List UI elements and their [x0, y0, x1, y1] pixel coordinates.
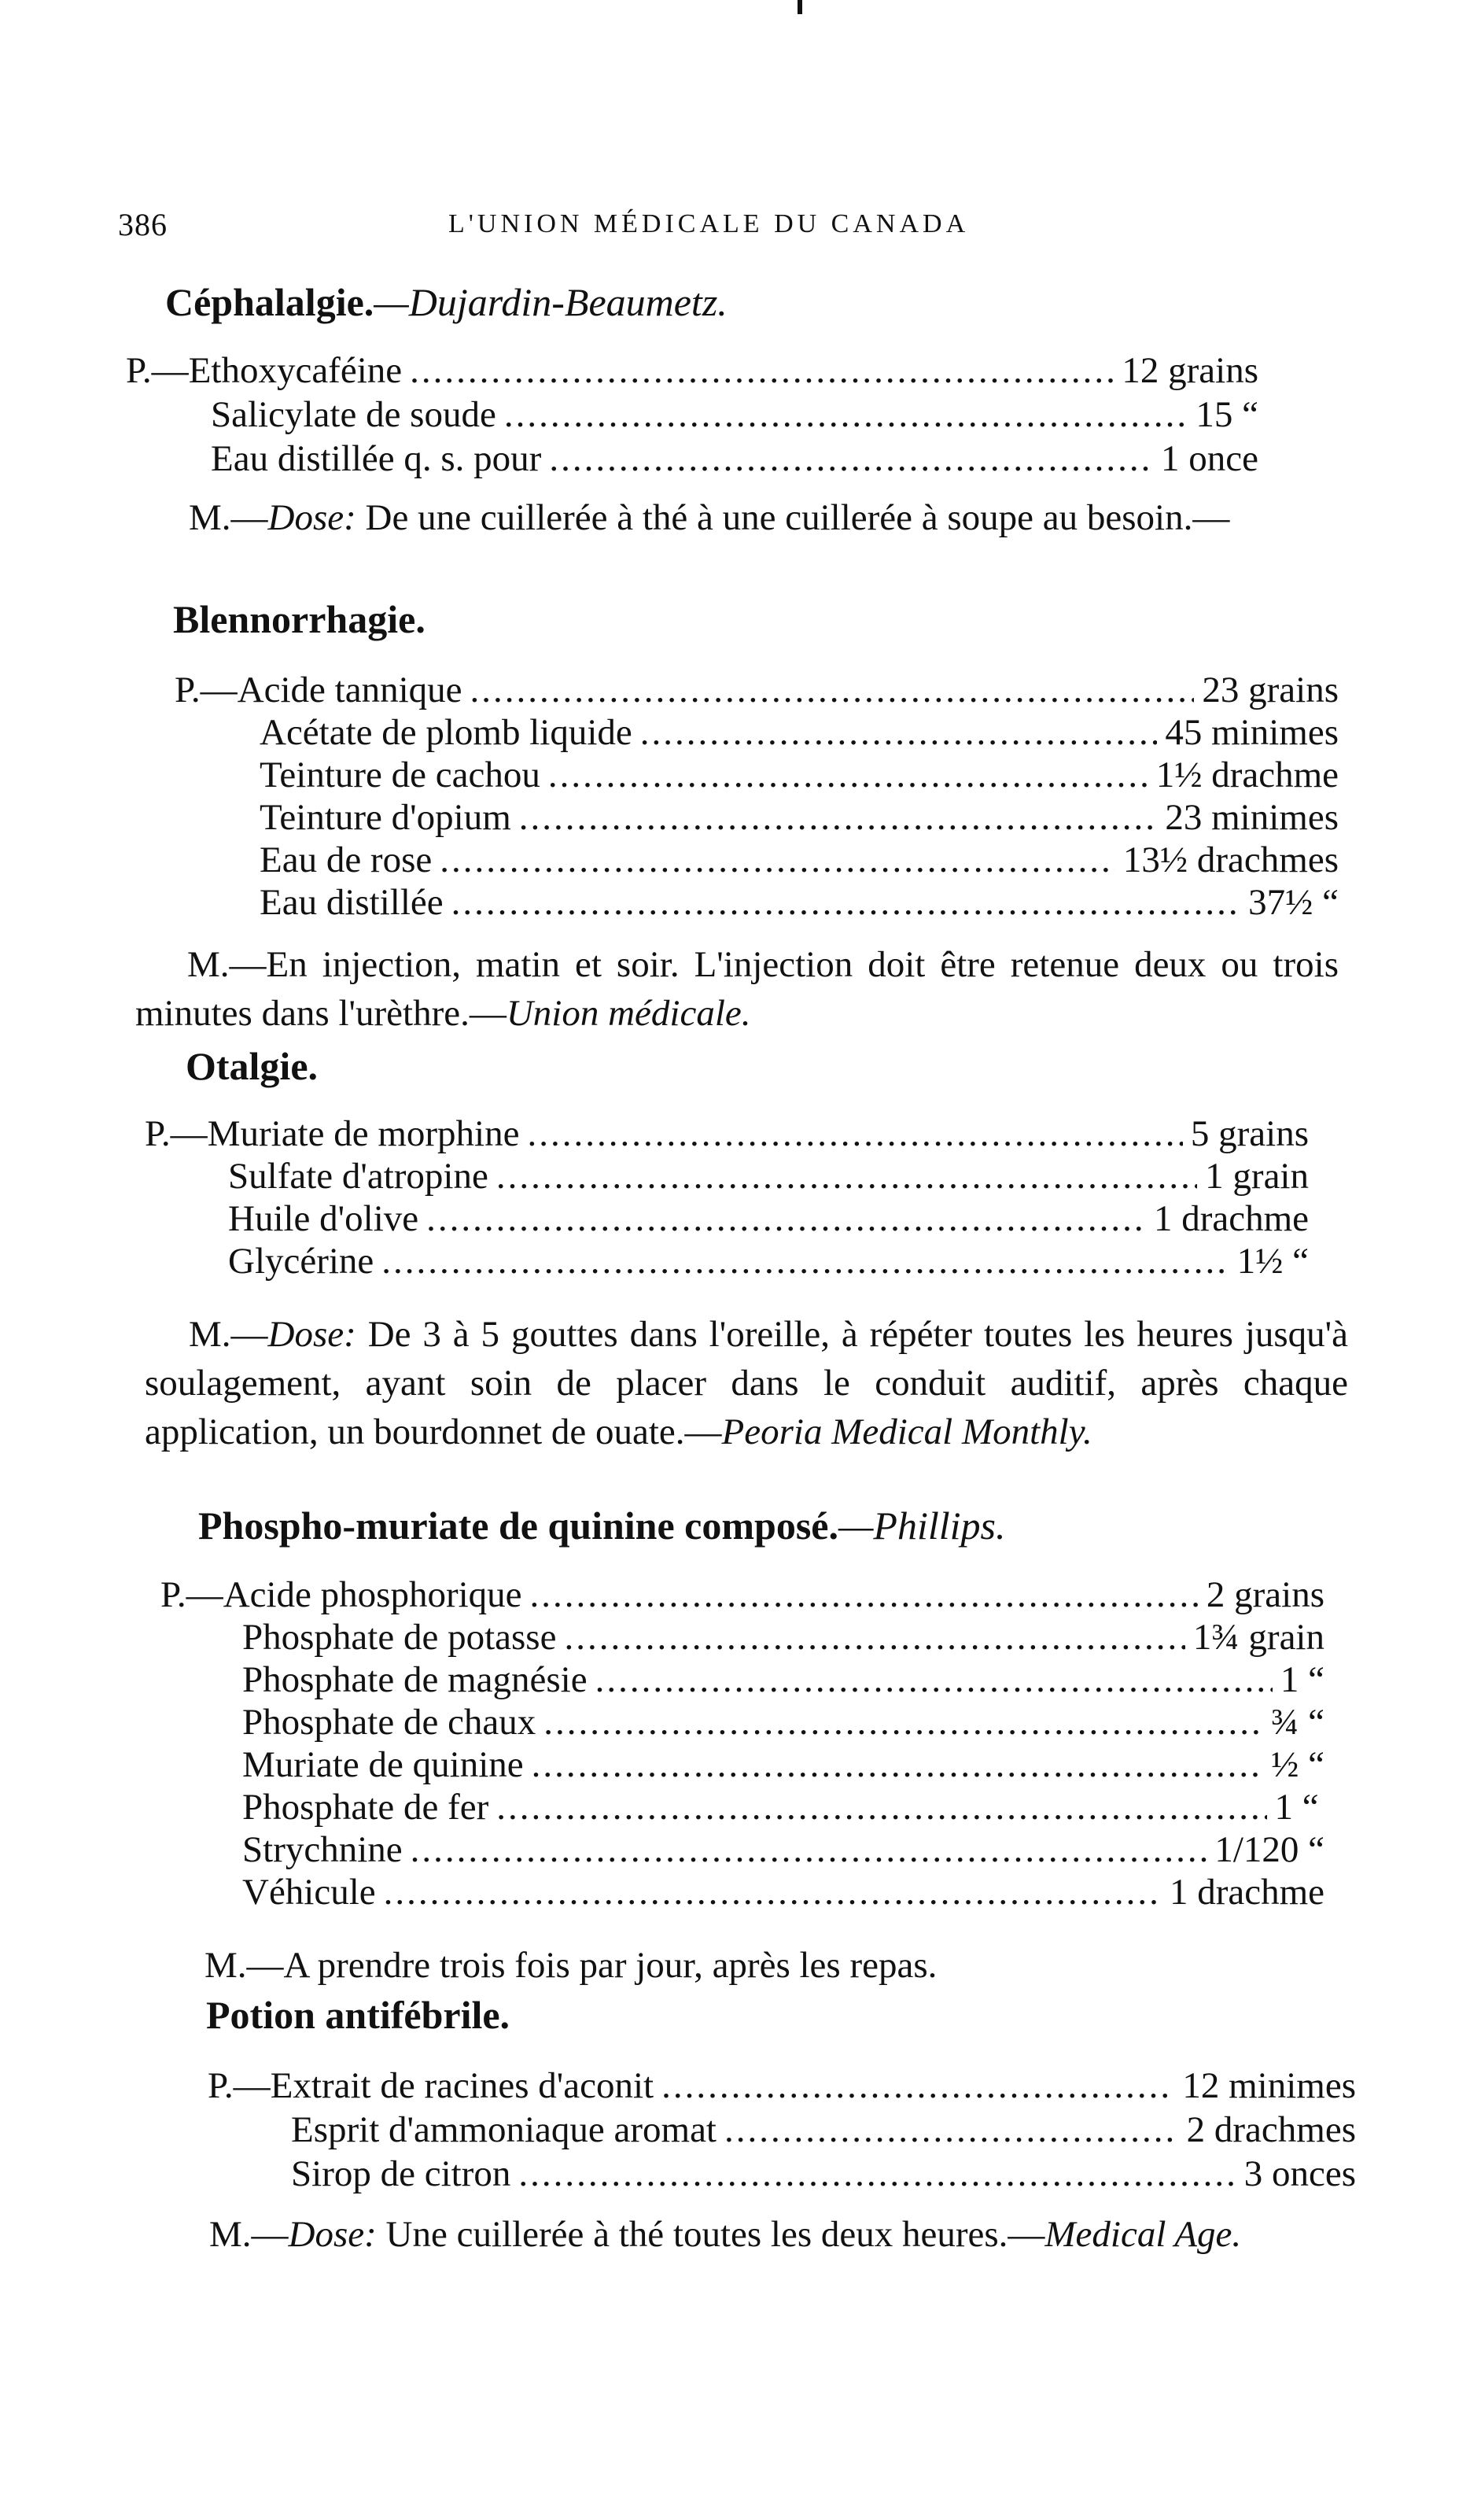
ingredient-name: Véhicule: [242, 1872, 376, 1913]
leader-dots: [640, 711, 1158, 754]
ingredient-name: Phosphate de magnésie: [242, 1659, 588, 1700]
note-lead: M.—: [189, 497, 268, 538]
note-text: En injection, matin et soir. L'injection doit être retenue deux ou trois minutes dans l'urèthre.—: [135, 944, 1339, 1034]
ingredient-qty: 1 “: [1280, 1659, 1324, 1700]
note-text: Une cuillerée à thé toutes les deux heures.—: [376, 2214, 1045, 2255]
leader-dots: [548, 754, 1148, 796]
ingredient-line: [260, 796, 1339, 839]
leader-dots: [496, 1786, 1266, 1828]
ingredient-qty: 1 drachme: [1169, 1872, 1324, 1913]
ingredient-name: Ethoxycaféine: [188, 350, 403, 391]
recipe-title: [206, 1992, 510, 2038]
ingredient-name: Eau de rose: [260, 839, 433, 880]
title-text: Otalgie.: [186, 1044, 319, 1088]
recipe-note: [146, 2210, 1358, 2259]
ingredient-line: [228, 1197, 1309, 1240]
ingredient-qty: 15 “: [1195, 394, 1258, 435]
ingredient-qty: 5 grains: [1190, 1113, 1309, 1154]
title-text: Potion antifébrile.: [206, 1993, 510, 2037]
leader-dots: [411, 1828, 1207, 1871]
leader-dots: [426, 1197, 1146, 1240]
leader-dots: [661, 2064, 1174, 2107]
prefix: P.—: [145, 1113, 208, 1154]
ingredient-qty: 1 once: [1161, 438, 1258, 479]
ingredient-qty: ½ “: [1271, 1744, 1324, 1785]
title-author: —Phillips.: [838, 1504, 1006, 1548]
note-label: Dose:: [288, 2214, 377, 2255]
recipe-title: [186, 1043, 318, 1089]
page-number: 386: [118, 207, 168, 242]
ingredient-line: [242, 1871, 1324, 1913]
page-header: [118, 206, 1329, 244]
ingredient-qty: 1½ “: [1236, 1241, 1309, 1282]
leader-dots: [532, 1743, 1264, 1786]
leader-dots: [595, 1658, 1273, 1701]
ingredient-name: Sirop de citron: [291, 2153, 511, 2194]
ingredient-name: Teinture d'opium: [260, 797, 511, 838]
ingredient-line: [242, 1701, 1324, 1743]
ingredient-line: [242, 1743, 1324, 1786]
ingredient-name: Acide tannique: [237, 670, 462, 710]
note-label: Dose:: [267, 1314, 356, 1355]
ingredient-line: [260, 839, 1339, 881]
recipe-note: [126, 493, 1337, 542]
ingredient-line: [228, 1240, 1309, 1282]
leader-dots: [451, 881, 1241, 924]
title-text: Céphalalgie.: [165, 280, 374, 324]
top-mark: [798, 0, 802, 14]
ingredient-line: [160, 1574, 1324, 1616]
ingredient-qty: 12 minimes: [1182, 2065, 1356, 2106]
title-text: Blennorrhagie.: [173, 597, 426, 641]
ingredient-name: Glycérine: [228, 1241, 374, 1282]
leader-dots: [440, 839, 1115, 881]
leader-dots: [384, 1871, 1162, 1913]
note-source: Peoria Medical Monthly.: [721, 1411, 1092, 1452]
ingredient-name: Huile d'olive: [228, 1198, 419, 1239]
ingredient-name: Acide phosphorique: [223, 1574, 522, 1615]
ingredient-name: Muriate de morphine: [207, 1113, 520, 1154]
ingredient-qty: 23 grains: [1202, 670, 1339, 710]
ingredient-qty: 1 grain: [1205, 1156, 1309, 1197]
ingredient-qty: 1 “: [1274, 1787, 1319, 1828]
ingredient-qty: 2 grains: [1206, 1574, 1324, 1615]
ingredient-line: [242, 1658, 1324, 1701]
ingredient-line: [242, 1616, 1324, 1658]
title-text: Phospho-muriate de quinine composé.: [198, 1504, 838, 1548]
prefix: P.—: [175, 670, 238, 710]
ingredient-line: [211, 437, 1258, 480]
ingredient-line: [126, 349, 1258, 392]
ingredient-qty: 2 drachmes: [1186, 2109, 1356, 2150]
ingredient-name: Extrait de racines d'aconit: [270, 2065, 654, 2106]
ingredient-name: Acétate de plomb liquide: [260, 712, 632, 753]
ingredient-line: [228, 1155, 1309, 1197]
note-lead: M.—: [204, 1945, 284, 1986]
prefix: P.—: [208, 2065, 271, 2106]
ingredient-qty: 12 grains: [1122, 350, 1258, 391]
ingredient-qty: 1/120 “: [1214, 1829, 1324, 1870]
recipe-note: [145, 1310, 1348, 1456]
ingredient-line: [291, 2153, 1356, 2195]
leader-dots: [381, 1240, 1229, 1282]
note-lead: M.—: [189, 1314, 268, 1355]
recipe-note: [204, 1941, 1337, 1990]
prefix: P.—: [160, 1574, 223, 1615]
leader-dots: [549, 437, 1153, 480]
leader-dots: [496, 1155, 1197, 1197]
ingredient-line: [242, 1786, 1324, 1828]
recipe-title: [165, 279, 728, 325]
leader-dots: [564, 1616, 1184, 1658]
ingredient-name: Phosphate de fer: [242, 1787, 489, 1828]
leader-dots: [519, 796, 1158, 839]
note-label: Dose:: [267, 497, 356, 538]
leader-dots: [543, 1701, 1263, 1743]
note-text: A prendre trois fois par jour, après les repas.: [283, 1945, 938, 1986]
leader-dots: [518, 2153, 1236, 2195]
ingredient-line: [260, 711, 1339, 754]
ingredient-line: [260, 881, 1339, 924]
ingredient-qty: 13½ drachmes: [1122, 839, 1339, 880]
ingredient-qty: 45 minimes: [1165, 712, 1339, 753]
recipe-title: [198, 1503, 1006, 1548]
leader-dots: [410, 349, 1114, 392]
ingredient-name: Sulfate d'atropine: [228, 1156, 488, 1197]
leader-dots: [527, 1112, 1182, 1155]
ingredient-name: Teinture de cachou: [260, 755, 540, 795]
ingredient-line: [211, 393, 1258, 436]
ingredient-name: Salicylate de soude: [211, 394, 496, 435]
ingredient-line: [242, 1828, 1324, 1871]
note-source: Medical Age.: [1044, 2214, 1242, 2255]
ingredient-qty: ¾ “: [1271, 1702, 1324, 1743]
leader-dots: [504, 393, 1188, 436]
leader-dots: [724, 2109, 1179, 2151]
ingredient-qty: 1 drachme: [1153, 1198, 1309, 1239]
ingredient-line: [145, 1112, 1309, 1155]
note-text: De une cuillerée à thé à une cuillerée à soupe au besoin.—: [356, 497, 1230, 538]
ingredient-line: [208, 2064, 1356, 2107]
ingredient-name: Phosphate de potasse: [242, 1617, 557, 1658]
ingredient-name: Phosphate de chaux: [242, 1702, 536, 1743]
running-head: L'UNION MÉDICALE DU CANADA: [448, 209, 970, 238]
ingredient-line: [175, 669, 1339, 711]
ingredient-line: [291, 2109, 1356, 2151]
ingredient-qty: 3 onces: [1243, 2153, 1356, 2194]
leader-dots: [470, 669, 1195, 711]
prefix: P.—: [126, 350, 189, 391]
ingredient-name: Eau distillée: [260, 882, 444, 923]
note-source: Union médicale.: [506, 993, 751, 1034]
note-lead: M.—: [187, 944, 267, 985]
leader-dots: [530, 1574, 1199, 1616]
ingredient-name: Strychnine: [242, 1829, 403, 1870]
ingredient-qty: 1¾ grain: [1192, 1617, 1324, 1658]
title-author: —Dujardin-Beaumetz.: [374, 280, 728, 324]
ingredient-name: Esprit d'ammoniaque aromat: [291, 2109, 717, 2150]
recipe-title: [173, 596, 426, 642]
ingredient-qty: 1½ drachme: [1155, 755, 1339, 795]
note-text: De 3 à 5 gouttes dans l'oreille, à répéter toutes les heures jusqu'à soulagement, ayant soin de placer dans le conduit auditif, après chaque application, un bourdonnet de ouate.—: [145, 1314, 1348, 1452]
ingredient-qty: 37½ “: [1248, 882, 1339, 923]
ingredient-name: Muriate de quinine: [242, 1744, 524, 1785]
ingredient-line: [260, 754, 1339, 796]
note-lead: M.—: [209, 2214, 289, 2255]
recipe-note: [135, 940, 1339, 1038]
ingredient-name: Eau distillée q. s. pour: [211, 438, 542, 479]
ingredient-qty: 23 minimes: [1165, 797, 1339, 838]
